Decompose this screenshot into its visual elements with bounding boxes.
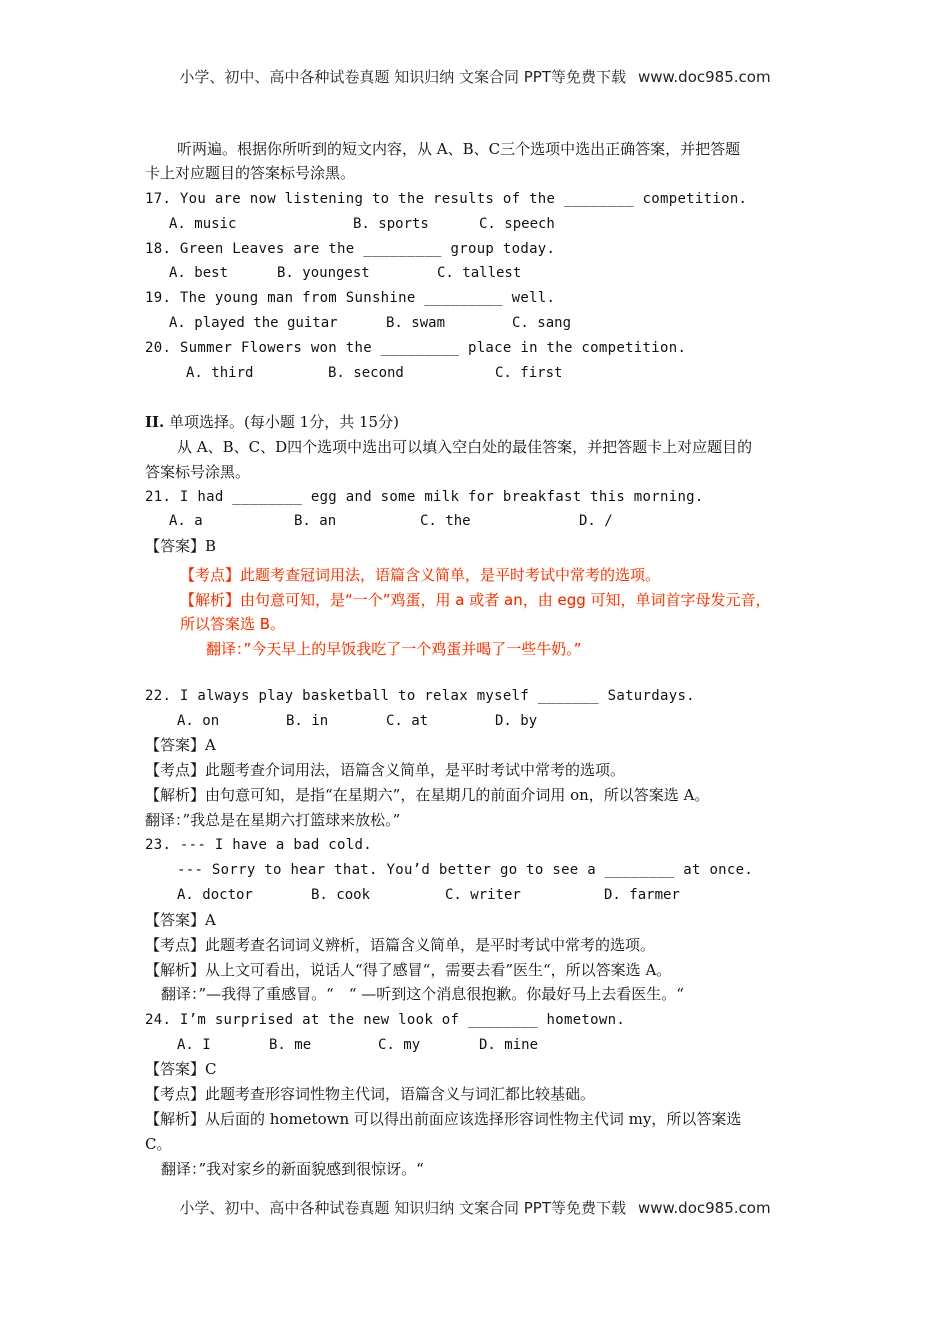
q24-analysis: 【解析】从后面的 hometown 可以得出前面应该选择形容词性物主代词 my，所以答案选 [145, 1110, 742, 1128]
q21-answer: 【答案】B [145, 537, 217, 555]
q21-analysis-red-cont: 所以答案选 B。 [180, 615, 286, 633]
section-2-instruction-2: 答案标号涂黑。 [145, 463, 251, 481]
q24-option-c: C. my [378, 1037, 421, 1053]
q23-option-b: B. cook [311, 887, 371, 903]
q24-point: 【考点】此题考查形容词性物主代词，语篇含义与词汇都比较基础。 [145, 1085, 596, 1103]
q21-option-b: B. an [294, 513, 337, 529]
q22-option-a: A. on [177, 713, 220, 729]
q19-option-b: B. swam [386, 315, 446, 331]
footer-text: 小学、初中、高中各种试卷真题 知识归纳 文案合同 PPT等免费下载 [179, 1199, 626, 1217]
q21-analysis-red: 【解析】由句意可知，是“一个”鸡蛋，用 a 或者 an，由 egg 可知，单词首字母发元音， [180, 591, 771, 609]
q20-option-b: B. second [328, 365, 404, 381]
q23-option-a: A. doctor [177, 887, 253, 903]
q17-option-c: C. speech [479, 216, 555, 232]
question-21: 21. I had ________ egg and some milk for breakfast this morning. [145, 489, 704, 505]
header-site-link[interactable]: www.doc985.com [637, 68, 771, 86]
q20-option-a: A. third [186, 365, 254, 381]
q18-option-c: C. tallest [437, 265, 522, 281]
q17-option-b: B. sports [353, 216, 429, 232]
q24-option-b: B. me [269, 1037, 312, 1053]
section-2-number: II. [145, 413, 165, 431]
q24-answer: 【答案】C [145, 1060, 217, 1078]
q23-answer: 【答案】A [145, 911, 216, 929]
q23-point: 【考点】此题考查名词词义辨析，语篇含义简单，是平时考试中常考的选项。 [145, 936, 656, 954]
q19-option-c: C. sang [512, 315, 572, 331]
question-22: 22. I always play basketball to relax myself _______ Saturdays. [145, 688, 695, 704]
q22-option-d: D. by [495, 713, 538, 729]
q24-option-d: D. mine [479, 1037, 539, 1053]
q21-point-red: 【考点】此题考查冠词用法，语篇含义简单，是平时考试中常考的选项。 [180, 566, 661, 584]
q22-option-b: B. in [286, 713, 329, 729]
question-23-line-1: 23. --- I have a bad cold. [145, 837, 372, 853]
section-2-title: 单项选择。(每小题 1分，共 15分) [169, 413, 399, 431]
q23-option-c: C. writer [445, 887, 521, 903]
page-header [0, 66, 950, 87]
question-18: 18. Green Leaves are the _________ group today. [145, 241, 556, 257]
q17-option-a: A. music [169, 216, 237, 232]
q18-option-b: B. youngest [277, 265, 370, 281]
q21-option-a: A. a [169, 513, 203, 529]
question-17: 17. You are now listening to the results of the ________ competition. [145, 191, 748, 207]
section-2-instruction-1: 从 A、B、C、D四个选项中选出可以填入空白处的最佳答案，并把答题卡上对应题目的 [177, 438, 753, 456]
q24-analysis-cont: C。 [145, 1135, 172, 1153]
q22-option-c: C. at [386, 713, 429, 729]
question-20: 20. Summer Flowers won the _________ place in the competition. [145, 340, 687, 356]
q21-option-d: D. / [579, 513, 613, 529]
q22-answer: 【答案】A [145, 736, 216, 754]
q20-option-c: C. first [495, 365, 563, 381]
q21-option-c: C. the [420, 513, 471, 529]
q23-analysis: 【解析】从上文可看出，说话人“得了感冒“，需要去看”医生“，所以答案选 A。 [145, 961, 672, 979]
q19-option-a: A. played the guitar [169, 315, 338, 331]
q22-analysis: 【解析】由句意可知，是指“在星期六”，在星期几的前面介词用 on，所以答案选 A。 [145, 786, 710, 804]
question-24: 24. I’m surprised at the new look of ________ hometown. [145, 1012, 626, 1028]
question-23-line-2: --- Sorry to hear that. You’d better go to see a ________ at once. [177, 862, 754, 878]
q24-option-a: A. I [177, 1037, 211, 1053]
header-text: 小学、初中、高中各种试卷真题 知识归纳 文案合同 PPT等免费下载 [179, 68, 626, 86]
q23-option-d: D. farmer [604, 887, 680, 903]
q23-translation: 翻译：”—我得了重感冒。“ “ —听到这个消息很抱歉。你最好马上去看医生。“ [161, 985, 684, 1003]
footer-site-link[interactable]: www.doc985.com [637, 1199, 771, 1217]
q21-translation-red: 翻译：”今天早上的早饭我吃了一个鸡蛋并喝了一些牛奶。” [206, 640, 582, 658]
q18-option-a: A. best [169, 265, 229, 281]
section-2-heading [145, 412, 399, 432]
intro-line-1: 听两遍。根据你所听到的短文内容，从 A、B、C三个选项中选出正确答案，并把答题 [177, 140, 741, 158]
q22-translation: 翻译：”我总是在星期六打篮球来放松。” [145, 811, 401, 829]
q22-point: 【考点】此题考查介词用法，语篇含义简单，是平时考试中常考的选项。 [145, 761, 626, 779]
intro-line-2: 卡上对应题目的答案标号涂黑。 [145, 164, 356, 182]
page-footer [0, 1197, 950, 1218]
question-19: 19. The young man from Sunshine _________ well. [145, 290, 556, 306]
q24-translation: 翻译：”我对家乡的新面貌感到很惊讶。“ [161, 1160, 424, 1178]
